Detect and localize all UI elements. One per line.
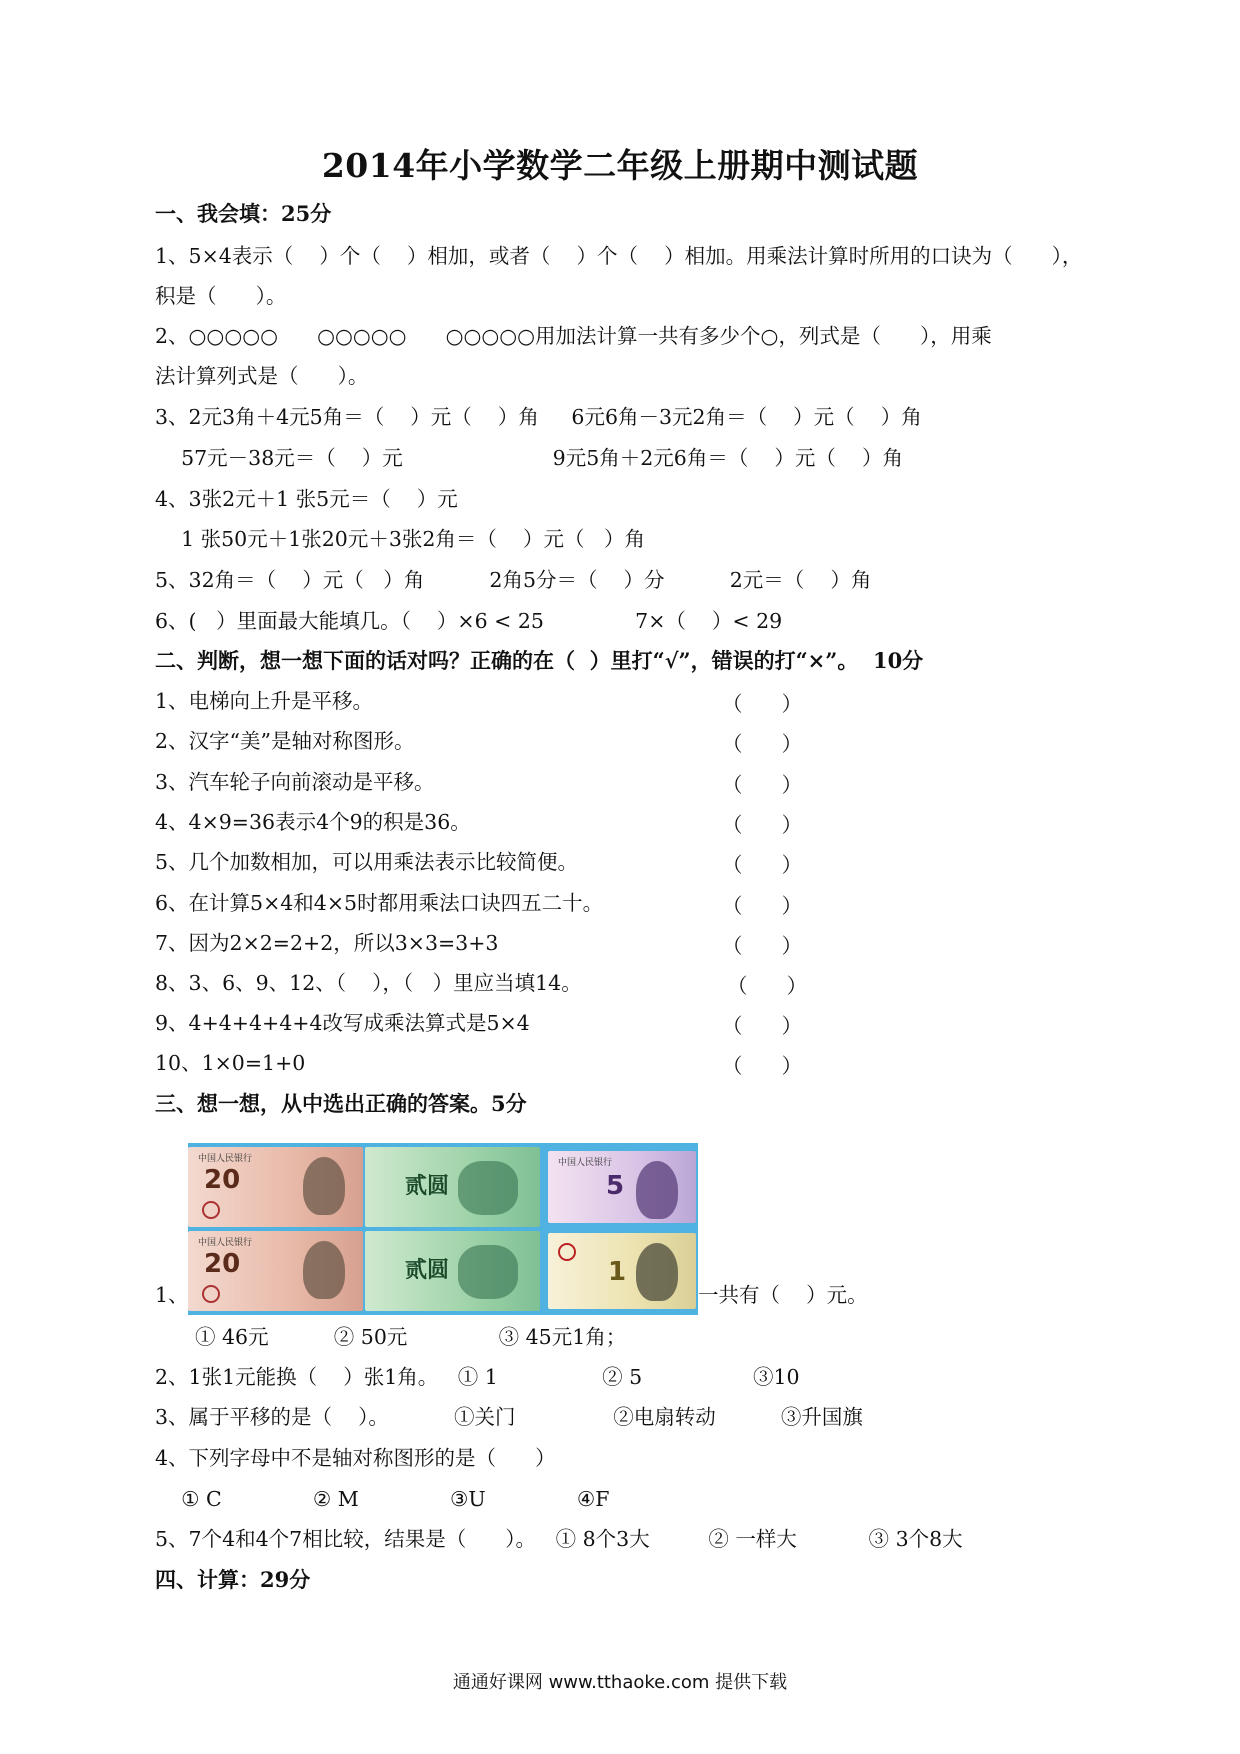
portrait-icon — [636, 1243, 678, 1301]
s1-line-2: 积是（ ）。 — [155, 284, 287, 308]
banknote-2 — [365, 1231, 540, 1311]
s2-item-1: 1、电梯向上升是平移。 — [155, 689, 374, 713]
banknote-value: 20 — [204, 1165, 241, 1195]
answer-paren: （ ） — [722, 853, 803, 877]
portrait-icon — [636, 1161, 678, 1219]
s3-q1-prefix: 1、 — [155, 1283, 189, 1307]
section4-heading: 四、计算：29分 — [155, 1567, 311, 1592]
s2-item-2: 2、汉字“美”是轴对称图形。 — [155, 729, 415, 753]
s2-item-4: 4、4×9=36表示4个9的积是36。 — [155, 810, 471, 834]
s3-line-4-options: ① C ② M ③U ④F — [155, 1487, 610, 1511]
banknote-bank-name: 中国人民银行 — [198, 1238, 253, 1248]
banknote-20 — [188, 1147, 363, 1227]
answer-paren: （ ） — [722, 813, 803, 837]
banknote-value: 1 — [608, 1257, 627, 1287]
s1-line-8: 1 张50元＋1张20元＋3张2角＝（ ）元（ ）角 — [155, 527, 646, 551]
emblem-icon — [202, 1201, 220, 1219]
s1-line-3: 2、○○○○○ ○○○○○ ○○○○○用加法计算一共有多少个○，列式是（ ），用乘 — [155, 324, 992, 348]
answer-paren: （ ） — [722, 732, 803, 756]
page-footer: 通通好课网 www.tthaoke.com 提供下载 — [452, 1672, 788, 1693]
section1-heading: 一、我会填：25分 — [155, 201, 332, 226]
answer-paren: （ ） — [722, 692, 803, 716]
s2-item-9: 9、4+4+4+4+4改写成乘法算式是5×4 — [155, 1011, 530, 1035]
emblem-icon — [202, 1285, 220, 1303]
s1-line-4: 法计算列式是（ ）。 — [155, 364, 369, 388]
s2-item-6: 6、在计算5×4和4×5时都用乘法口诀四五二十。 — [155, 891, 604, 915]
s3-line-4: 4、下列字母中不是轴对称图形的是（ ） — [155, 1446, 556, 1470]
banknote-2 — [365, 1147, 540, 1227]
section3-heading: 三、想一想，从中选出正确的答案。5分 — [155, 1091, 527, 1116]
portrait-icon — [458, 1245, 518, 1299]
banknote-value: 20 — [204, 1249, 241, 1279]
answer-paren: （ ） — [722, 773, 803, 797]
banknote-bank-name: 中国人民银行 — [198, 1154, 253, 1164]
portrait-icon — [458, 1161, 518, 1215]
banknotes-image — [188, 1143, 698, 1315]
s1-line-7: 4、3张2元＋1 张5元＝（ ）元 — [155, 487, 458, 511]
s1-line-1: 1、5×4表示（ ）个（ ）相加，或者（ ）个（ ）相加。用乘法计算时所用的口诀为（ ）， — [155, 244, 1083, 268]
s3-line-2: 2、1张1元能换（ ）张1角。 ① 1 ② 5 ③10 — [155, 1365, 800, 1389]
section2-heading: 二、判断，想一想下面的话对吗？正确的在（ ）里打“√”，错误的打“×”。 10分 — [155, 648, 924, 673]
page-title: 2014年小学数学二年级上册期中测试题 — [321, 146, 919, 185]
s2-item-5: 5、几个加数相加，可以用乘法表示比较简便。 — [155, 850, 579, 874]
banknote-1 — [548, 1233, 696, 1309]
banknote-value: 贰圆 — [405, 1258, 450, 1283]
banknote-bank-name: 中国人民银行 — [558, 1158, 613, 1168]
s2-item-7: 7、因为2×2=2+2，所以3×3=3+3 — [155, 931, 499, 955]
s3-line-3: 3、属于平移的是（ ）。 ①关门 ②电扇转动 ③升国旗 — [155, 1405, 863, 1429]
emblem-icon — [558, 1243, 576, 1261]
portrait-icon — [303, 1157, 345, 1215]
s2-item-3: 3、汽车轮子向前滚动是平移。 — [155, 770, 435, 794]
answer-paren: （ ） — [722, 1054, 803, 1078]
banknote-value: 5 — [606, 1171, 625, 1201]
answer-paren: （ ） — [727, 974, 808, 998]
banknote-5 — [548, 1151, 696, 1223]
answer-paren: （ ） — [722, 894, 803, 918]
banknote-20 — [188, 1231, 363, 1311]
answer-paren: （ ） — [722, 1014, 803, 1038]
s1-line-5: 3、2元3角＋4元5角＝（ ）元（ ）角 6元6角－3元2角＝（ ）元（ ）角 — [155, 405, 922, 429]
portrait-icon — [303, 1241, 345, 1299]
banknote-value: 贰圆 — [405, 1174, 450, 1199]
s2-item-8: 8、3、6、9、12、（ ），（ ）里应当填14。 — [155, 971, 582, 995]
s2-item-10: 10、1×0=1+0 — [155, 1051, 306, 1075]
s1-line-9: 5、32角＝（ ）元（ ）角 2角5分＝（ ）分 2元＝（ ）角 — [155, 568, 872, 592]
s3-q1-suffix: 一共有（ ）元。 — [698, 1283, 868, 1307]
answer-paren: （ ） — [722, 934, 803, 958]
s3-q1-options: ① 46元 ② 50元 ③ 45元1角； — [195, 1325, 627, 1349]
s1-line-6: 57元－38元＝（ ）元 9元5角＋2元6角＝（ ）元（ ）角 — [155, 446, 903, 470]
s1-line-10: 6、( ）里面最大能填几。（ ）×6 < 25 7×（ ）< 29 — [155, 609, 783, 633]
s3-line-5: 5、7个4和4个7相比较，结果是（ ）。 ① 8个3大 ② 一样大 ③ 3个8大 — [155, 1527, 963, 1551]
